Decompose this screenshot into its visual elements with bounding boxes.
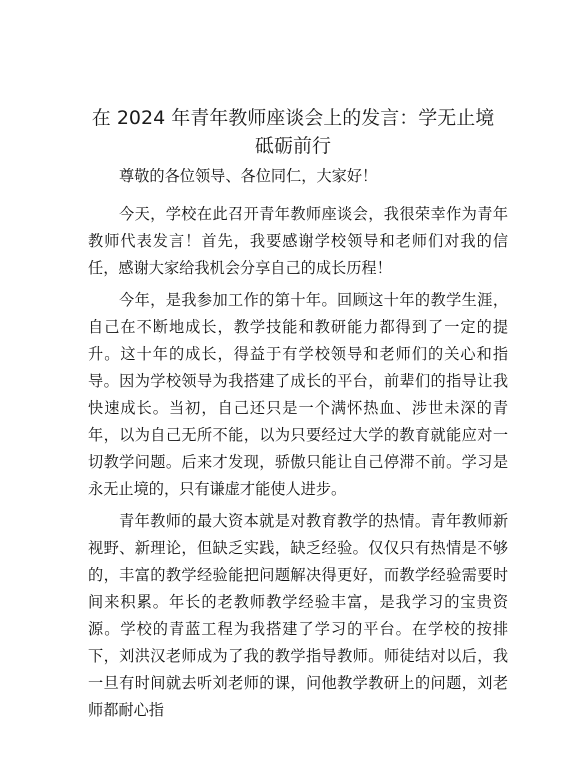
document-title-line-1: 在 2024 年青年教师座谈会上的发言：学无止境 xyxy=(91,107,495,129)
paragraph-young-teachers: 青年教师的最大资本就是对教育教学的热情。青年教师新视野、新理论，但缺乏实践，缺乏经验。仅仅只有热情是不够的，丰富的教学经验能把问题解决得更好，而教学经验需要时间来积累。年长的老教师教学经验丰富，是我学习的宝贵资源。学校的青蓝工程为我搭建了学习的平台。在学校的按排下，刘洪汉老师成为了我的教学指导教师。师徒结对以后，我一旦有时间就去听刘老师的课，问他教学教研上的问题，刘老师都耐心指 xyxy=(88,512,508,719)
paragraph-ten-years: 今年，是我参加工作的第十年。回顾这十年的教学生涯，自己在不断地成长，教学技能和教研能力都得到了一定的提升。这十年的成长，得益于有学校领导和老师们的关心和指导。因为学校领导为我搭建了成长的平台，前辈们的指导让我快速成长。当初，自己还只是一个满怀热血、涉世未深的青年，以为自己无所不能，以为只要经过大学的教育就能应对一切教学问题。后来才发现，骄傲只能让自己停滞不前。学习是永无止境的，只有谦虚才能使人进步。 xyxy=(88,291,508,498)
document-title-line-2: 砥砺前行 xyxy=(254,135,331,157)
paragraph-introduction: 今天，学校在此召开青年教师座谈会，我很荣幸作为青年教师代表发言！首先，我要感谢学校领导和老师们对我的信任，感谢大家给我机会分享自己的成长历程！ xyxy=(88,205,508,277)
paragraph-greeting: 尊敬的各位领导、各位同仁，大家好！ xyxy=(119,167,378,185)
